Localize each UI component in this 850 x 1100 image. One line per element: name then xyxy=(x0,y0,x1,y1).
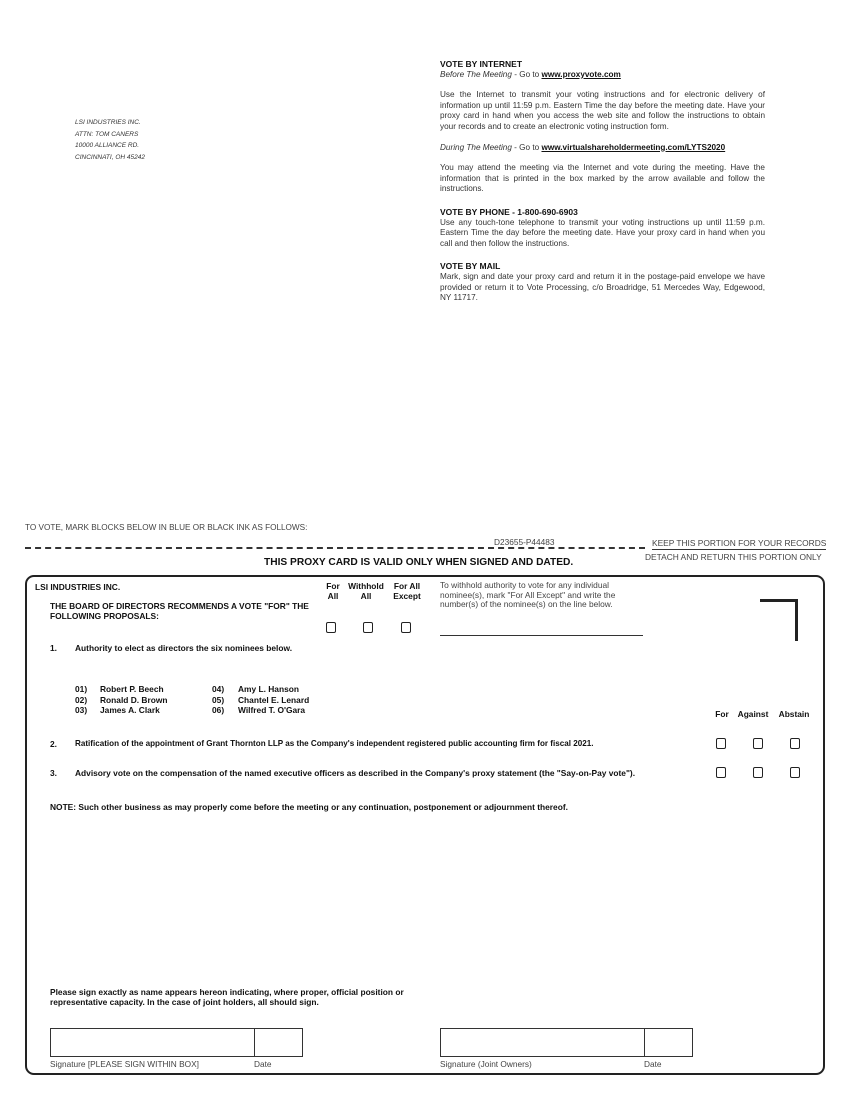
keep-portion-label: KEEP THIS PORTION FOR YOUR RECORDS xyxy=(652,538,827,548)
detach-portion-label: DETACH AND RETURN THIS PORTION ONLY xyxy=(645,552,822,562)
nominee-number: 03) xyxy=(75,705,88,715)
joint-date-label: Date xyxy=(644,1059,662,1069)
vote-by-mail-heading: VOTE BY MAIL xyxy=(440,261,501,272)
nominee-name: James A. Clark xyxy=(100,705,160,715)
nominee-name: Robert P. Beech xyxy=(100,684,164,694)
arrow-box-corner-vertical xyxy=(795,599,798,641)
date-box[interactable] xyxy=(253,1028,303,1057)
nominee-name: Ronald D. Brown xyxy=(100,694,168,705)
during-goto: - Go to xyxy=(511,142,542,152)
other-business-note: NOTE: Such other business as may properly come before the meeting or any continuation, postponement or adjournment thereof. xyxy=(50,802,568,812)
except-header-line2: Except xyxy=(393,590,421,601)
nominee-list-right xyxy=(212,684,309,716)
proposal3-number: 3. xyxy=(50,768,57,778)
for-all-except-header xyxy=(387,582,427,601)
nominee xyxy=(75,695,167,706)
before-meeting-line xyxy=(440,70,765,81)
address-line: CINCINNATI, OH 45242 xyxy=(75,153,145,161)
withhold-header-line2: All xyxy=(360,590,372,601)
phone-body: Use any touch-tone telephone to transmit your voting instructions up until 11:59 p.m. Eastern Time the day before the meeting date. Have your proxy card in hand when you call and then follow the instructions. xyxy=(440,217,765,248)
proposal2-for-checkbox[interactable] xyxy=(716,738,726,749)
during-meeting-line xyxy=(440,143,765,154)
valid-notice: THIS PROXY CARD IS VALID ONLY WHEN SIGNED AND DATED. xyxy=(264,557,574,568)
detach-dashed-line xyxy=(25,547,645,549)
sign-instruction: Please sign exactly as name appears hereon indicating, where proper, official position or representative capacity. In the case of joint holders, all should sign. xyxy=(50,987,404,1007)
against-column-header: Against xyxy=(737,709,769,719)
proposal2-against-checkbox[interactable] xyxy=(753,738,763,749)
withhold-all-checkbox[interactable] xyxy=(363,622,373,633)
proposal1-text: Authority to elect as directors the six nominees below. xyxy=(75,643,293,653)
nominee-name: Amy L. Hanson xyxy=(238,684,299,694)
nominee xyxy=(75,705,167,716)
nominee-number: 06) xyxy=(212,705,225,715)
nominee-number: 01) xyxy=(75,684,88,694)
proposal3-text: Advisory vote on the compensation of the named executive officers as described in the Company's proxy statement (the "Say-on-Pay vote"). xyxy=(75,768,636,778)
voting-instructions xyxy=(440,59,765,304)
except-header-line1: For All xyxy=(393,581,421,591)
vote-by-phone-heading: VOTE BY PHONE - 1-800-690-6903 xyxy=(440,206,578,217)
nominee-name: Wilfred T. O'Gara xyxy=(238,705,306,715)
nominee-number-writein-line[interactable] xyxy=(440,635,643,636)
address-line: LSI INDUSTRIES INC. xyxy=(75,119,141,126)
proposal1-number: 1. xyxy=(50,643,57,653)
nominee-number: 02) xyxy=(75,694,88,705)
internet-body: Use the Internet to transmit your voting instructions and for electronic delivery of information up until 11:59 p.m. Eastern Time the day before the meeting date. Have your proxy card in hand when you access the web site and follow the instructions to obtain your records and to create an electronic voting instruction form. xyxy=(440,90,765,131)
signature-label: Signature [PLEASE SIGN WITHIN BOX] xyxy=(50,1059,199,1069)
nominee-number: 05) xyxy=(212,694,225,705)
proposal3-against-checkbox[interactable] xyxy=(753,767,763,778)
nominee xyxy=(212,705,309,716)
for-column-header: For xyxy=(715,709,729,719)
joint-date-box[interactable] xyxy=(643,1028,693,1057)
proposal2-text: Ratification of the appointment of Grant Thornton LLP as the Company's independent registered public accounting firm for fiscal 2021. xyxy=(75,739,594,748)
joint-signature-label: Signature (Joint Owners) xyxy=(440,1059,532,1069)
during-meeting-label: During The Meeting xyxy=(440,142,512,152)
during-meeting-body: You may attend the meeting via the Internet and vote during the meeting. Have the information that is printed in the box marked by the arrow available and follow the instructions. xyxy=(440,163,765,194)
abstain-column-header: Abstain xyxy=(778,709,810,719)
to-vote-instruction: TO VOTE, MARK BLOCKS BELOW IN BLUE OR BLACK INK AS FOLLOWS: xyxy=(25,523,308,532)
board-recommendation: THE BOARD OF DIRECTORS RECOMMENDS A VOTE "FOR" THE FOLLOWING PROPOSALS: xyxy=(50,601,309,621)
nominee-number: 04) xyxy=(212,684,225,694)
nominee-list-left xyxy=(75,684,167,716)
vote-by-internet-heading: VOTE BY INTERNET xyxy=(440,59,523,69)
withhold-all-header xyxy=(343,582,389,601)
nominee xyxy=(75,684,167,695)
nominee xyxy=(212,684,309,695)
proposal2-abstain-checkbox[interactable] xyxy=(790,738,800,749)
nominee-name: Chantel E. Lenard xyxy=(238,694,310,705)
mailing-address xyxy=(75,117,225,163)
signature-box[interactable] xyxy=(50,1028,255,1057)
proposal3-abstain-checkbox[interactable] xyxy=(790,767,800,778)
company-name: LSI INDUSTRIES INC. xyxy=(35,582,121,592)
virtual-meeting-link[interactable]: www.virtualshareholdermeeting.com/LYTS2020 xyxy=(541,142,726,152)
address-line: 10000 ALLIANCE RD. xyxy=(75,142,140,149)
for-all-except-checkbox[interactable] xyxy=(401,622,411,633)
proposal3-for-checkbox[interactable] xyxy=(716,767,726,778)
for-all-checkbox[interactable] xyxy=(326,622,336,633)
date-label: Date xyxy=(254,1059,272,1069)
for-all-header-line1: For xyxy=(326,581,340,591)
proxyvote-link[interactable]: www.proxyvote.com xyxy=(541,69,621,79)
before-goto: - Go to xyxy=(511,69,542,79)
withhold-header-line1: Withhold xyxy=(348,581,384,591)
mail-body: Mark, sign and date your proxy card and return it in the postage-paid envelope we have provided or return it to Vote Processing, c/o Broadridge, 51 Mercedes Way, Edgewood, NY 11717. xyxy=(440,271,765,303)
document-id: D23655-P44483 xyxy=(494,537,555,547)
withhold-instruction: To withhold authority to vote for any individual nominee(s), mark "For All Except" and write the number(s) of the nominee(s) on the line below. xyxy=(440,580,616,609)
nominee xyxy=(212,695,309,706)
for-all-header-line2: All xyxy=(327,590,339,601)
proposal2-number: 2. xyxy=(50,739,57,749)
address-line: ATTN: TOM CANERS xyxy=(75,130,139,138)
before-meeting-label: Before The Meeting xyxy=(440,69,512,79)
joint-signature-box[interactable] xyxy=(440,1028,645,1057)
arrow-box-corner xyxy=(760,599,798,602)
